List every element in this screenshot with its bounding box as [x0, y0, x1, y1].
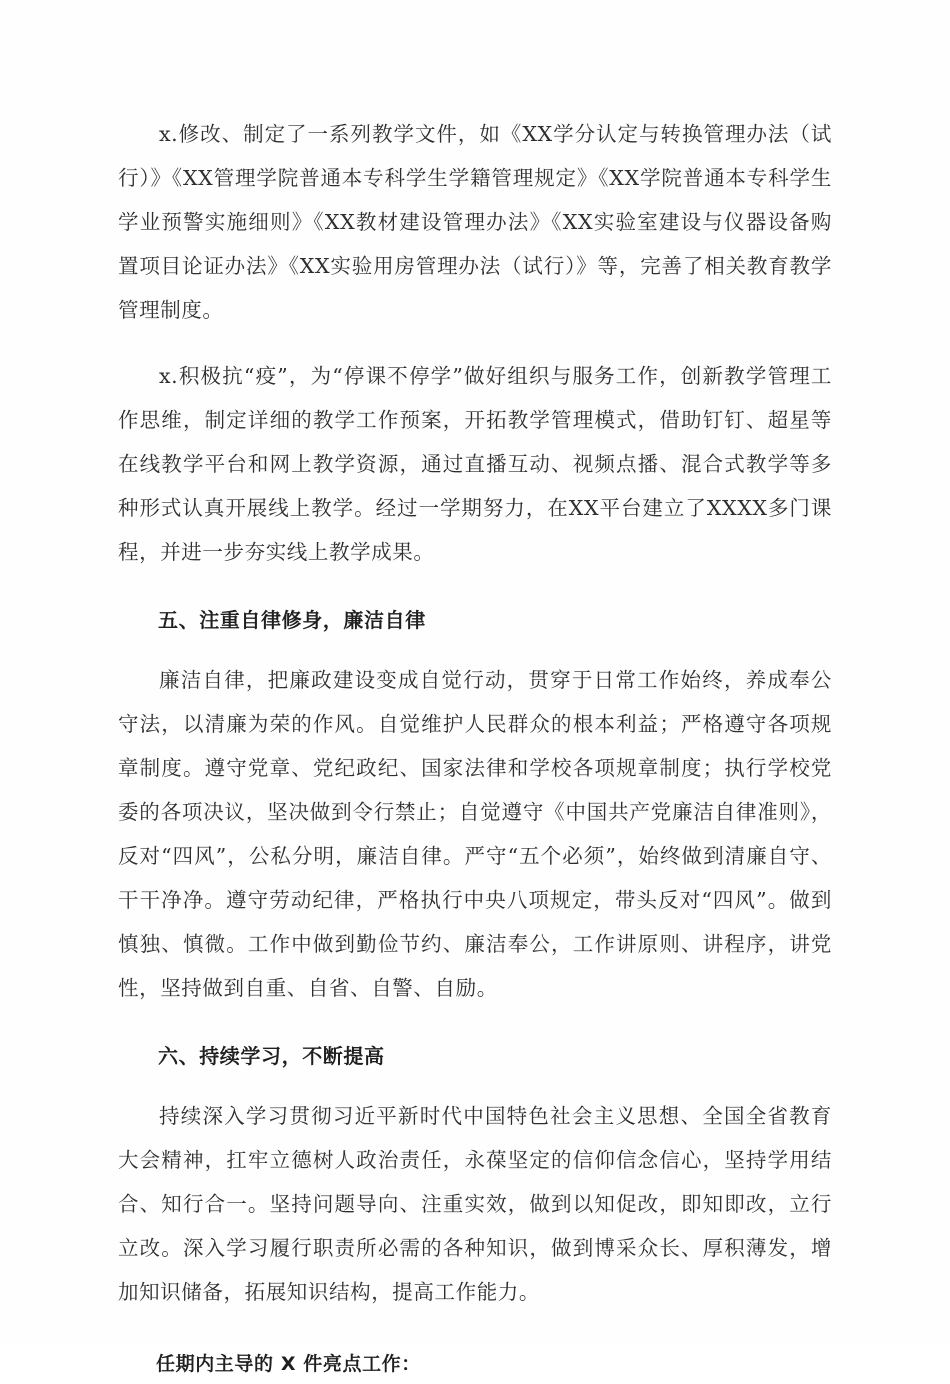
- document-body: [118, 112, 832, 1384]
- section-heading-five: 五、注重自律修身，廉洁自律: [158, 608, 426, 632]
- paragraph-online-teaching: x.积极抗“疫”，为“停课不停学”做好组织与服务工作，创新教学管理工作思维，制定详细的教学工作预案，开拓教学管理模式，借助钉钉、超星等在线教学平台和网上教学资源，通过直播互动、视频点播、混合式教学等多种形式认真开展线上教学。经过一学期努力，在XX平台建立了XXXX多门课程，并进一步夯实线上教学成果。: [118, 364, 832, 564]
- subheading-highlight-work: 任期内主导的 X 件亮点工作：: [156, 1353, 421, 1375]
- paragraph-continuous-learning: 持续深入学习贯彻习近平新时代中国特色社会主义思想、全国全省教育大会精神，扛牢立德树人政治责任，永葆坚定的信仰信念信心，坚持学用结合、知行合一。坚持问题导向、注重实效，做到以知促改，即知即改，立行立改。深入学习履行职责所必需的各种知识，做到博采众长、厚积薄发，增加知识储备，拓展知识结构，提高工作能力。: [118, 1104, 832, 1304]
- section-heading-six: 六、持续学习，不断提高: [158, 1044, 385, 1068]
- paragraph-integrity-self-discipline: 廉洁自律，把廉政建设变成自觉行动，贯穿于日常工作始终，养成奉公守法，以清廉为荣的作风。自觉维护人民群众的根本利益；严格遵守各项规章制度。遵守党章、党纪政纪、国家法律和学校各项规章制度；执行学校党委的各项决议，坚决做到令行禁止；自觉遵守《中国共产党廉洁自律准则》，反对“四风”，公私分明，廉洁自律。严守“五个必须”，始终做到清廉自守、干干净净。遵守劳动纪律，严格执行中央八项规定，带头反对“四风”。做到慎独、慎微。工作中做到勤俭节约、廉洁奉公，工作讲原则、讲程序，讲党性，坚持做到自重、自省、自警、自励。: [118, 668, 832, 1000]
- paragraph-teaching-documents: x.修改、制定了一系列教学文件，如《XX学分认定与转换管理办法（试行）》《XX管理学院普通本专科学生学籍管理规定》《XX学院普通本专科学生学业预警实施细则》《XX教材建设管理办法》《XX实验室建设与仪器设备购置项目论证办法》《XX实验用房管理办法（试行）》等，完善了相关教育教学管理制度。: [118, 122, 832, 322]
